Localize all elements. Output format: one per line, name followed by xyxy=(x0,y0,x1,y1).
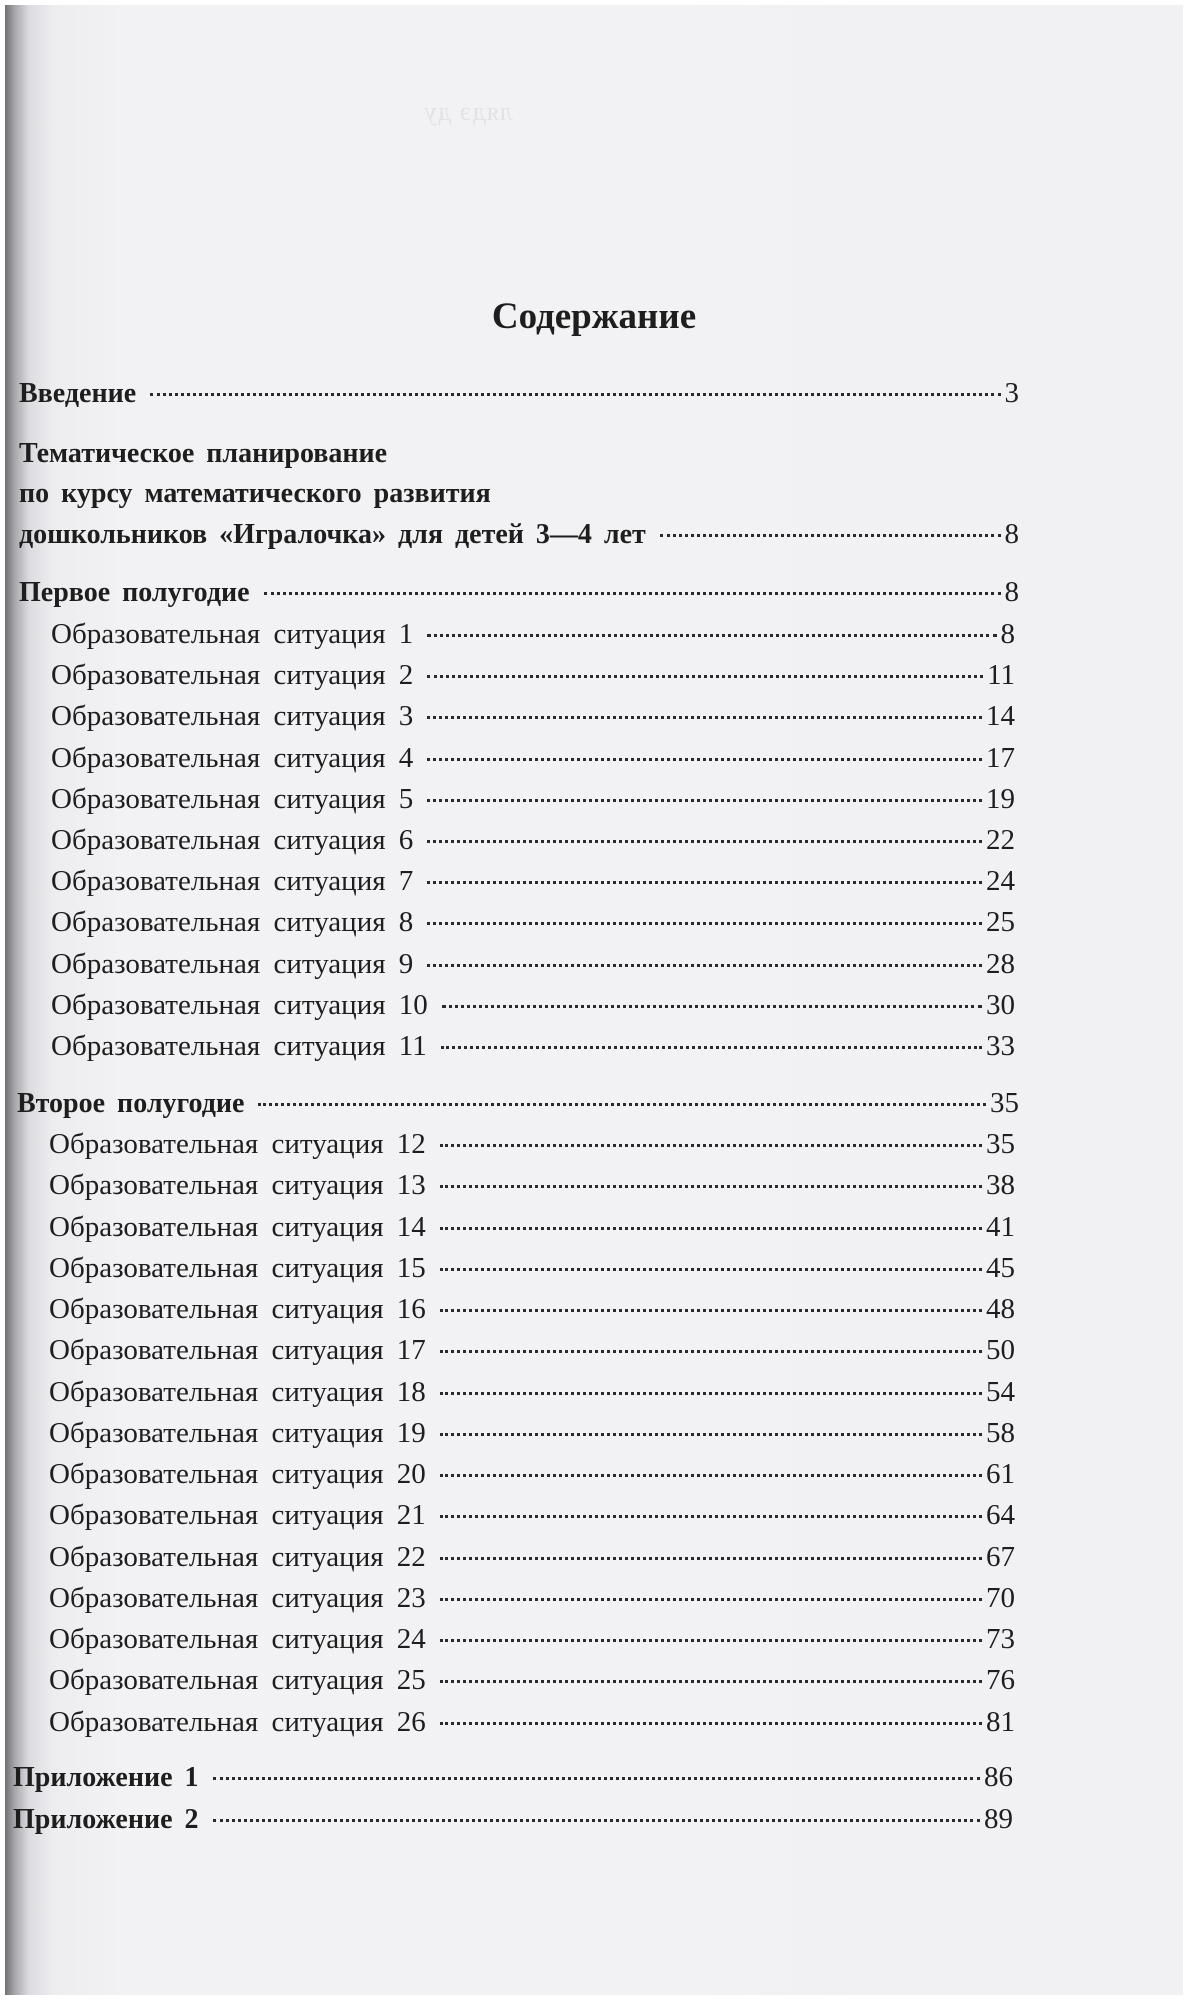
toc-label: Образовательная ситуация 13 xyxy=(49,1169,426,1202)
dot-leader xyxy=(427,840,982,843)
toc-entry-situation xyxy=(49,1495,1015,1535)
toc-page-number: 81 xyxy=(986,1705,1015,1738)
toc-label: Образовательная ситуация 17 xyxy=(49,1334,426,1367)
toc-entry-appendix-2 xyxy=(13,1799,1013,1839)
toc-label: Образовательная ситуация 23 xyxy=(49,1581,426,1614)
toc-page-number: 38 xyxy=(986,1169,1015,1202)
dot-leader xyxy=(440,1639,982,1642)
toc-label: Образовательная ситуация 11 xyxy=(51,1030,427,1062)
toc-label: Образовательная ситуация 1 xyxy=(51,618,414,650)
toc-entry-situation xyxy=(49,1248,1015,1288)
toc-entry-situation xyxy=(51,902,1015,942)
toc-page-number: 45 xyxy=(986,1251,1015,1284)
book-page xyxy=(5,5,1183,1995)
toc-page-number: 17 xyxy=(986,741,1015,774)
toc-entry-situation xyxy=(49,1124,1015,1164)
toc-thematic-line-1: Тематическое планирование xyxy=(19,438,388,469)
toc-label: Образовательная ситуация 16 xyxy=(49,1293,426,1325)
toc-entry-situation xyxy=(49,1619,1015,1659)
dot-leader xyxy=(440,1598,982,1601)
bleed-through-text: лядэ ду xyxy=(423,97,513,126)
toc-label: Образовательная ситуация 26 xyxy=(49,1705,426,1738)
dot-leader xyxy=(440,1557,982,1560)
toc-entry-situation xyxy=(49,1207,1015,1247)
toc-page-number: 73 xyxy=(986,1623,1015,1655)
toc-page-number: 8 xyxy=(1004,576,1019,608)
toc-page-number: 48 xyxy=(986,1293,1015,1325)
toc-page-number: 8 xyxy=(1004,518,1019,550)
toc-page-number: 70 xyxy=(986,1581,1015,1614)
toc-page-number: 50 xyxy=(986,1334,1015,1367)
toc-entry-first-half xyxy=(19,572,1019,612)
toc-page-number: 54 xyxy=(986,1375,1015,1408)
dot-leader xyxy=(150,393,1000,396)
dot-leader xyxy=(264,592,1001,595)
dot-leader xyxy=(427,675,983,678)
toc-label: Первое полугодие xyxy=(19,577,250,608)
dot-leader xyxy=(427,881,982,884)
toc-page-number: 22 xyxy=(986,824,1015,856)
toc-label: Образовательная ситуация 8 xyxy=(51,906,414,939)
toc-page-number: 33 xyxy=(986,1030,1015,1062)
dot-leader xyxy=(440,1515,982,1518)
toc-entry-situation xyxy=(51,655,1015,695)
dot-leader xyxy=(441,1046,982,1049)
toc-entry-thematic xyxy=(19,514,1019,554)
toc-label: Образовательная ситуация 3 xyxy=(51,700,414,733)
toc-label: Образовательная ситуация 22 xyxy=(49,1540,426,1573)
dot-leader xyxy=(427,922,982,925)
toc-entry-situation xyxy=(51,985,1015,1025)
dot-leader xyxy=(213,1819,980,1822)
toc-page-number: 11 xyxy=(987,659,1015,692)
toc-label: Образовательная ситуация 12 xyxy=(49,1128,426,1160)
toc-page-number: 35 xyxy=(986,1128,1015,1160)
toc-page-number: 3 xyxy=(1004,377,1019,409)
toc-entry-situation xyxy=(51,779,1015,819)
toc-label: Образовательная ситуация 15 xyxy=(49,1251,426,1284)
dot-leader xyxy=(440,1680,982,1683)
toc-page-number: 64 xyxy=(986,1499,1015,1532)
toc-entry-situation xyxy=(51,696,1015,736)
toc-page-number: 35 xyxy=(990,1087,1019,1119)
toc-page-number: 89 xyxy=(984,1803,1013,1835)
toc-label: Второе полугодие xyxy=(17,1088,245,1119)
dot-leader xyxy=(213,1777,980,1780)
dot-leader xyxy=(427,799,982,802)
toc-entry-appendix-1 xyxy=(13,1757,1013,1797)
toc-entry-situation xyxy=(49,1330,1015,1370)
toc-entry-situation xyxy=(51,738,1015,778)
toc-page-number: 58 xyxy=(986,1416,1015,1449)
dot-leader xyxy=(427,634,996,637)
toc-label: Образовательная ситуация 10 xyxy=(51,988,428,1021)
toc-label: Образовательная ситуация 25 xyxy=(49,1664,426,1697)
dot-leader xyxy=(440,1392,982,1395)
toc-page-number: 19 xyxy=(986,782,1015,815)
toc-label: Введение xyxy=(19,378,137,409)
toc-entry-situation xyxy=(51,861,1015,901)
dot-leader xyxy=(427,758,982,761)
toc-label: Образовательная ситуация 7 xyxy=(51,865,414,898)
dot-leader xyxy=(442,1005,982,1008)
toc-entry-second-half xyxy=(17,1083,1019,1123)
toc-page-number: 14 xyxy=(986,700,1015,733)
toc-label: Образовательная ситуация 4 xyxy=(51,741,414,774)
toc-entry-intro xyxy=(19,373,1019,413)
toc-entry-situation xyxy=(49,1454,1015,1494)
dot-leader xyxy=(440,1474,982,1477)
toc-label: Образовательная ситуация 2 xyxy=(51,659,414,692)
toc-entry-situation xyxy=(49,1165,1015,1205)
toc-label: Образовательная ситуация 24 xyxy=(49,1623,426,1655)
toc-page-number: 30 xyxy=(986,988,1015,1021)
toc-entry-situation xyxy=(49,1289,1015,1329)
toc-page-number: 76 xyxy=(986,1664,1015,1697)
toc-page-number: 41 xyxy=(986,1210,1015,1243)
toc-label: Образовательная ситуация 21 xyxy=(49,1499,426,1532)
toc-entry-situation xyxy=(49,1578,1015,1618)
dot-leader xyxy=(660,534,1001,537)
toc-label: Образовательная ситуация 18 xyxy=(49,1375,426,1408)
toc-thematic-line-2: по курсу математического развития xyxy=(19,478,491,509)
toc-entry-situation xyxy=(51,614,1015,654)
toc-label: Образовательная ситуация 5 xyxy=(51,782,414,815)
toc-entry-situation xyxy=(49,1537,1015,1577)
dot-leader xyxy=(258,1103,986,1106)
dot-leader xyxy=(440,1433,982,1436)
toc-page-number: 28 xyxy=(986,947,1015,980)
toc-label: Приложение 1 xyxy=(13,1762,199,1793)
dot-leader xyxy=(440,1309,982,1312)
toc-label: дошкольников «Игралочка» для детей 3—4 лет xyxy=(19,519,646,550)
dot-leader xyxy=(440,1722,982,1725)
toc-label: Образовательная ситуация 19 xyxy=(49,1416,426,1449)
dot-leader xyxy=(440,1144,982,1147)
toc-page-number: 8 xyxy=(1000,618,1015,650)
toc-entry-situation xyxy=(49,1413,1015,1453)
dot-leader xyxy=(440,1227,982,1230)
toc-label: Образовательная ситуация 9 xyxy=(51,947,414,980)
page-title: Содержание xyxy=(491,296,697,337)
toc-entry-situation xyxy=(49,1702,1015,1742)
toc-label: Образовательная ситуация 6 xyxy=(51,824,414,856)
toc-label: Образовательная ситуация 20 xyxy=(49,1458,426,1490)
toc-page-number: 86 xyxy=(984,1761,1013,1793)
dot-leader xyxy=(440,1185,982,1188)
toc-entry-situation xyxy=(51,820,1015,860)
dot-leader xyxy=(440,1268,982,1271)
toc-page-number: 25 xyxy=(986,906,1015,939)
toc-entry-situation xyxy=(49,1660,1015,1700)
toc-page-number: 24 xyxy=(986,865,1015,898)
toc-entry-situation xyxy=(49,1372,1015,1412)
dot-leader xyxy=(440,1350,982,1353)
dot-leader xyxy=(427,716,982,719)
toc-entry-situation xyxy=(51,1026,1015,1066)
toc-label: Приложение 2 xyxy=(13,1804,199,1835)
dot-leader xyxy=(427,964,982,967)
toc-label: Образовательная ситуация 14 xyxy=(49,1210,426,1243)
toc-entry-situation xyxy=(51,944,1015,984)
toc-page-number: 61 xyxy=(986,1458,1015,1490)
toc-page-number: 67 xyxy=(986,1540,1015,1573)
